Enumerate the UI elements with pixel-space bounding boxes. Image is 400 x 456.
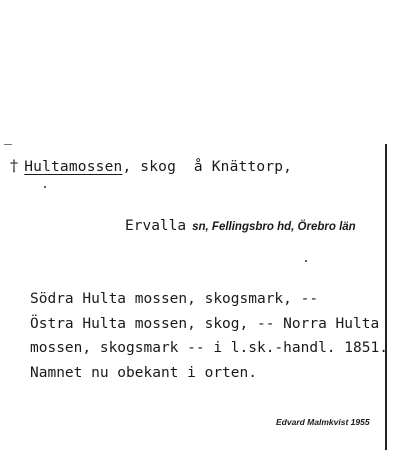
parish-name: Ervalla (125, 218, 187, 234)
body-line: Södra Hulta mossen, skogsmark, -- (30, 291, 319, 307)
headline-rest: , skog å Knättorp, (122, 159, 293, 175)
body-text (30, 287, 388, 385)
headline (10, 156, 292, 175)
body-line: Namnet nu obekant i orten. (30, 364, 257, 381)
body-line: mossen, skogsmark -- i l.sk.-handl. 1851. (30, 340, 388, 356)
body-line: Östra Hulta mossen, skog, -- Norra Hulta (30, 315, 380, 332)
administrative-location (125, 215, 356, 234)
deceased-cross-icon: † (10, 156, 19, 175)
ink-speck (44, 186, 46, 188)
card-edge-mark (4, 144, 12, 145)
district-county: sn, Fellingsbro hd, Örebro län (192, 221, 356, 233)
signature: Edvard Malmkvist 1955 (276, 417, 370, 427)
ink-speck (305, 260, 307, 262)
place-name: Hultamossen (24, 159, 123, 175)
